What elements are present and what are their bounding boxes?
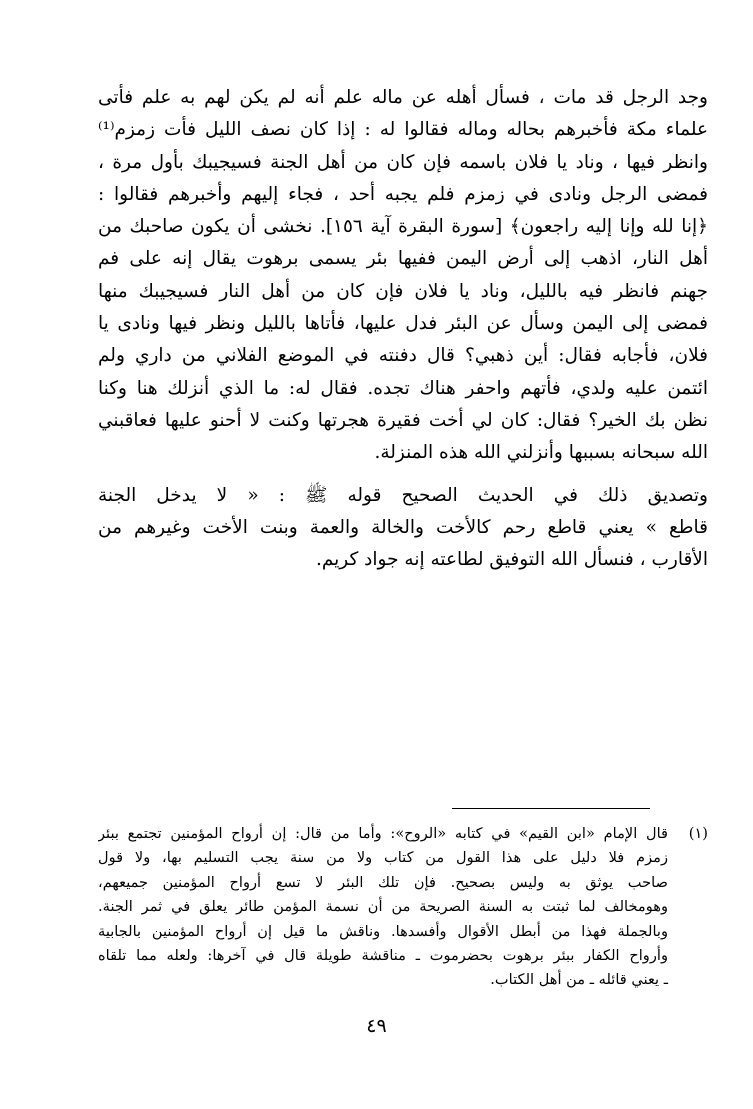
text-line: وانظر فيها ، وناد يا فلان باسمه فإن كان من أهل الجنة فسيجيبك بأول مرة ،	[98, 151, 708, 173]
text-line: وجد الرجل قد مات ، فسأل أهله عن ماله علم أنه لم يكن لهم به علم فأتى	[98, 87, 708, 108]
text-line: فلان، فأجابه فقال: أين ذهبي؟ قال دفنته في الموضع الفلاني من داري ولم	[98, 345, 708, 367]
footnote-separator	[452, 808, 650, 809]
text-line: الأقارب ، فنسأل الله التوفيق لطاعته إنه جواد كريم.	[315, 549, 708, 571]
footnote-text: صاحب يوثق به وليس بصحيح. فإن تلك البئر لا تسع أرواح المؤمنين جميعهم،	[98, 873, 668, 891]
paragraph-gap	[98, 470, 708, 480]
text-line: نظن بك الخير؟ فقال: كان لي أخت فقيرة هجرتها وكنت لا أحنو عليها فعاقبني	[98, 409, 708, 431]
text-line: علماء مكة فأخبرهم بحاله وماله فقالوا له : إذا كان نصف الليل فأت زمزم⁽¹⁾	[98, 119, 708, 141]
footnote-number: (١)	[688, 825, 708, 842]
footnote-line	[98, 920, 708, 944]
text-line: ﴿إنا لله وإنا إليه راجعون﴾ [سورة البقرة آية ١٥٦]. نخشى أن يكون صاحبك من	[98, 216, 708, 238]
text-line: جهنم فانظر فيه بالليل، وناد يا فلان فإن كان من أهل النار فسيجيبك منها	[98, 280, 708, 302]
footnote-text: ـ يعني قائله ـ من أهل الكتاب.	[490, 971, 668, 989]
footnote-line	[98, 822, 708, 846]
footnote-text: وهومخالف لما ثبتت به السنة الصريحة من أن نسمة المؤمن طائر يعلق في ثمر الجنة.	[98, 898, 668, 916]
text-line: قاطع » يعني قاطع رحم كالأخت والخالة والعمة وبنت الأخت وغيرهم من	[98, 516, 708, 538]
text-line: ائتمن عليه ولدي، فأتهم واحفر هناك تجده. فقال له: ما الذي أنزلك هنا وكنا	[98, 377, 708, 399]
footnote-line	[98, 968, 708, 992]
footnote-text: زمزم فلا دليل على هذا القول من كتاب ولا من سنة يجب التسليم بها، ولا قول	[98, 849, 668, 867]
footnote-text: قال الإمام «ابن القيم» في كتابه «الروح»: وأما من قال: إن أرواح المؤمنين تجتمع ببئر	[98, 825, 668, 842]
text-line: أهل النار، اذهب إلى أرض اليمن ففيها بئر يسمى برهوت يقال إنه على فم	[98, 248, 708, 270]
footnote-text: وأرواح الكفار ببئر برهوت بحضرموت ـ مناقشة طويلة قال في آخرها: ولعله مما تلقاه	[98, 946, 668, 964]
text-line: فمضى إلى اليمن وسأل عن البئر فدل عليها، فأتاها بالليل ونظر فيها ونادى يا	[98, 313, 708, 335]
text-line: الله سبحانه بسببها وأنزلني الله هذه المنزلة.	[374, 442, 708, 464]
page-number: ٤٩	[366, 1015, 387, 1037]
footnote-line	[98, 944, 708, 968]
text-line: وتصديق ذلك في الحديث الصحيح قوله ﷺ : « لا يدخل الجنة	[98, 484, 708, 506]
text-line: فمضى الرجل ونادى في زمزم فلم يجبه أحد ، فجاء إليهم وأخبرهم فقالوا :	[98, 183, 708, 205]
footnote-text: وبالجملة فهذا من أبطل الأقوال وأفسدها. وناقش ما قيل إن أرواح المؤمنين بالجابية	[98, 922, 668, 940]
footnote-line	[98, 895, 708, 919]
footnote	[98, 822, 708, 993]
footnote-line	[98, 871, 708, 895]
footnote-line	[98, 846, 708, 870]
main-text	[98, 82, 708, 576]
